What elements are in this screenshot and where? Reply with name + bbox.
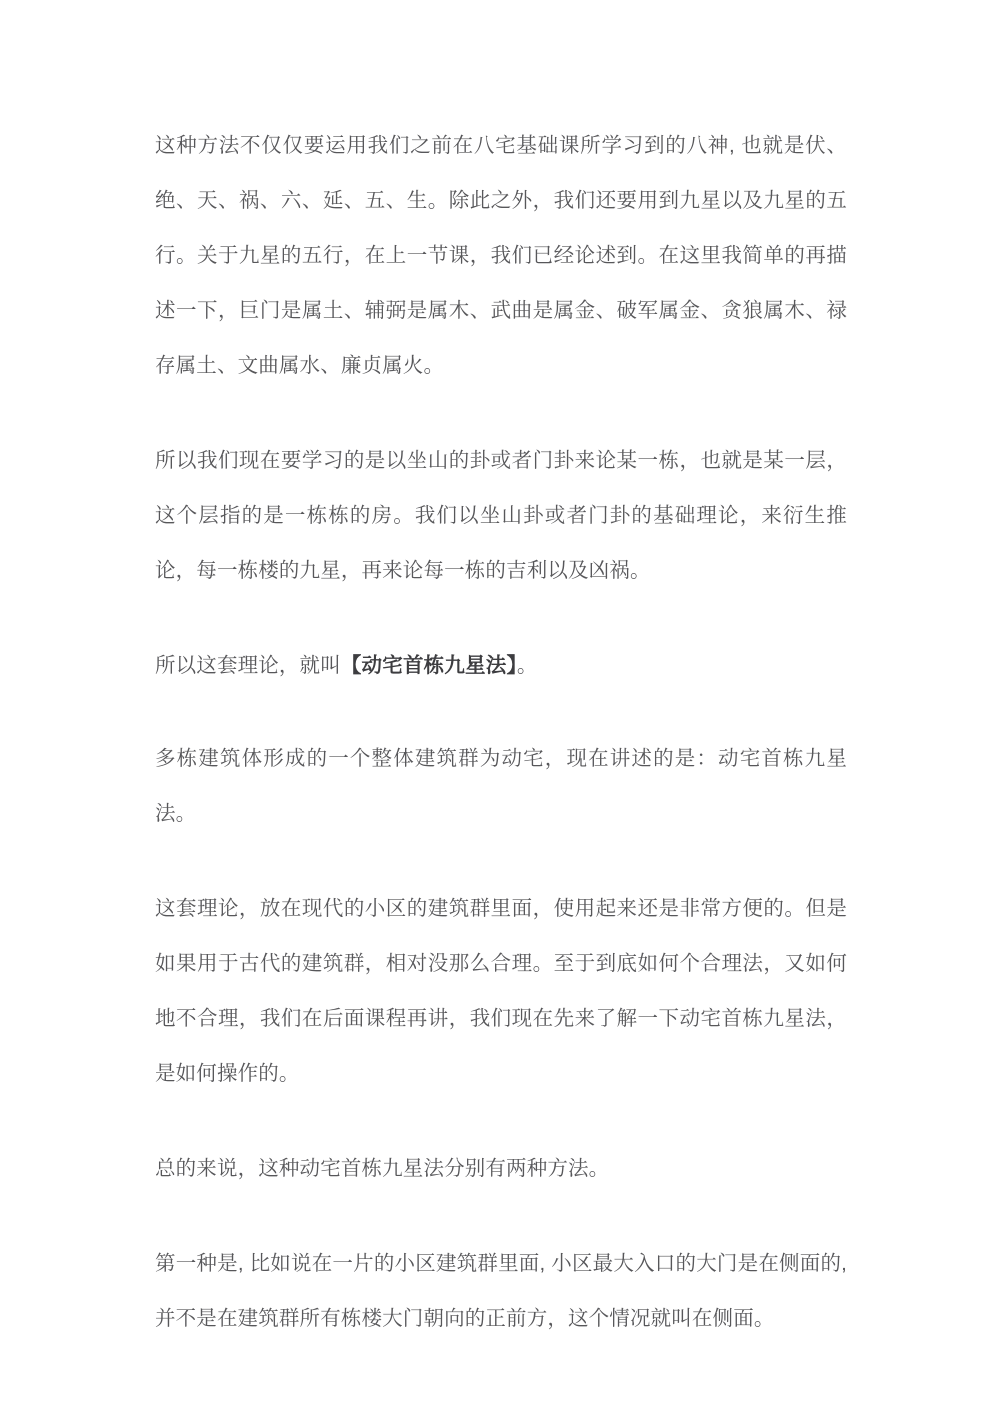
paragraph-4: 多栋建筑体形成的一个整体建筑群为动宅，现在讲述的是：动宅首栋九星法。: [155, 747, 847, 825]
callout-suffix-text: 。: [516, 654, 538, 677]
paragraph-1: 这种方法不仅仅要运用我们之前在八宅基础课所学习到的八神, 也就是伏、绝、天、祸、六、延、五、生。除此之外，我们还要用到九星以及九星的五行。关于九星的五行，在上一节课，我们已经论述到。在这里我简单的再描述一下，巨门是属土、辅弼是属木、武曲是属金、破军属金、贪狼属木、禄存属土、文曲属水、廉贞属火。: [155, 134, 847, 377]
paragraph-2: 所以我们现在要学习的是以坐山的卦或者门卦来论某一栋，也就是某一层，这个层指的是一栋栋的房。我们以坐山卦或者门卦的基础理论，来衍生推论，每一栋楼的九星，再来论每一栋的吉利以及凶祸。: [155, 449, 847, 582]
callout-prefix-text: 所以这套理论，就叫: [155, 654, 341, 677]
paragraph-3-callout: [155, 638, 847, 693]
document-body: [155, 118, 847, 1346]
paragraph-6: 总的来说，这种动宅首栋九星法分别有两种方法。: [155, 1157, 610, 1180]
paragraph-5: 这套理论，放在现代的小区的建筑群里面，使用起来还是非常方便的。但是如果用于古代的建筑群，相对没那么合理。至于到底如何个合理法，又如何地不合理，我们在后面课程再讲，我们现在先来了解一下动宅首栋九星法，是如何操作的。: [155, 897, 847, 1085]
callout-emphasis-term: 【动宅首栋九星法】: [340, 654, 517, 677]
paragraph-7: 第一种是, 比如说在一片的小区建筑群里面, 小区最大入口的大门是在侧面的, 并不是在建筑群所有栋楼大门朝向的正前方，这个情况就叫在侧面。: [155, 1252, 847, 1330]
